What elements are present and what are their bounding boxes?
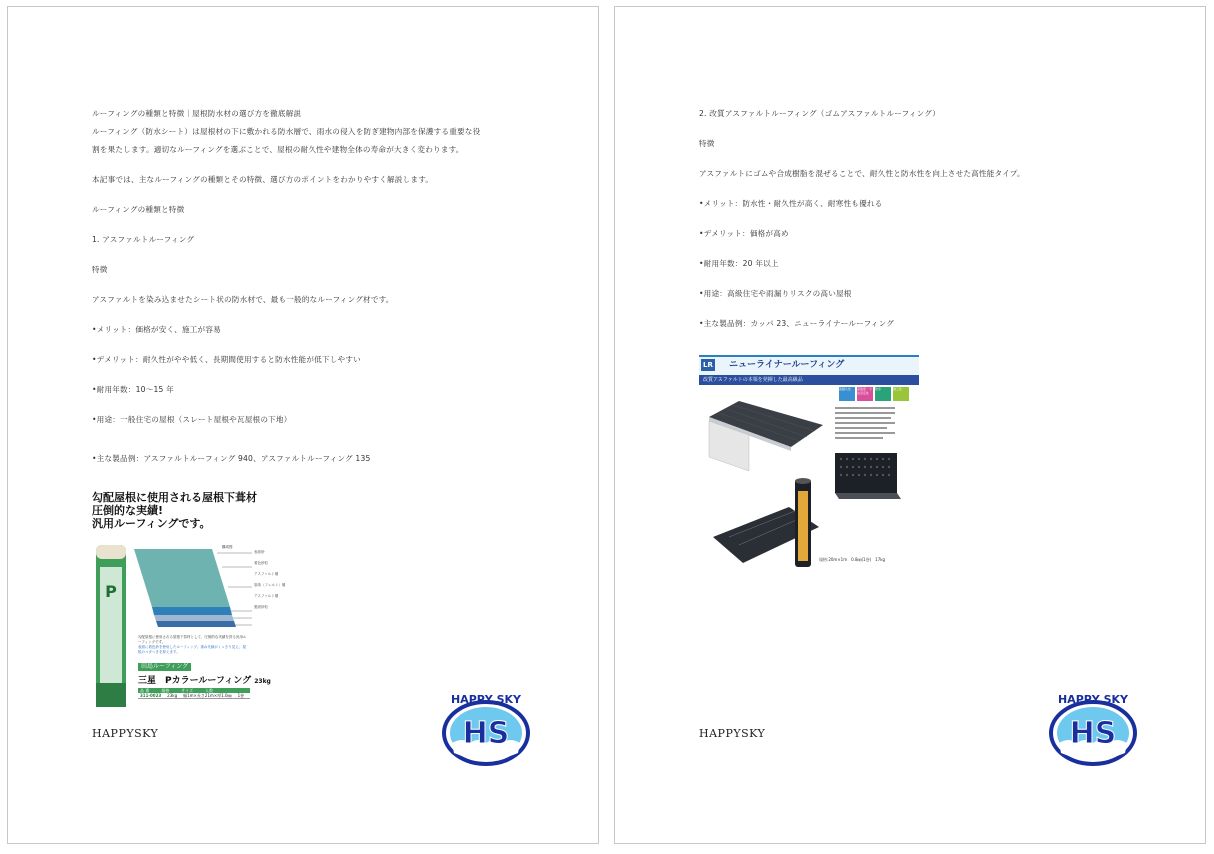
product-banner — [699, 355, 919, 376]
bullet-item: •耐用年数：10〜15 年 — [92, 385, 174, 394]
svg-text:P: P — [105, 582, 117, 601]
label-text: 特徴 — [699, 139, 715, 148]
paragraph-line: アスファルトを染み込ませたシート状の防水材で、最も一般的なルーフィング材です。 — [92, 295, 394, 304]
happy-sky-logo-icon — [1045, 687, 1141, 767]
bullet-item: •耐用年数：20 年以上 — [699, 259, 779, 268]
detail-label: 拡大図 — [839, 495, 849, 499]
svg-text:HAPPY SKY: HAPPY SKY — [450, 693, 522, 706]
svg-text:HAPPY SKY: HAPPY SKY — [1057, 693, 1129, 706]
happy-sky-logo-icon — [438, 687, 534, 767]
product-image-p-color-roofing — [92, 491, 302, 711]
bullet-item: •メリット：防水性・耐久性が高く、耐寒性も優れる — [699, 199, 883, 208]
feature-badges: 高耐久性 高強度・寸法安定性 防水 施工性 — [839, 387, 909, 401]
product-image-newliner-roofing — [699, 351, 921, 569]
label-text: 特徴 — [92, 265, 108, 274]
document-page-1 — [7, 6, 599, 844]
product-spec-table: 品 番 規格 サイズ 入数 311-0023 23kg 幅1m×長さ21m×厚1.0㎜ 1巻 — [138, 688, 250, 699]
article-title: ルーフィングの種類と特徴｜屋根防水材の選び方を徹底解説 — [92, 109, 302, 118]
bullet-item: •デメリット：耐久性がやや低く、長期間使用すると防水性能が低下しやすい — [92, 355, 361, 364]
footer-company-name: HAPPYSKY — [699, 727, 766, 740]
bullet-item: •用途：一般住宅の屋根（スレート屋根や瓦屋根の下地） — [92, 415, 292, 424]
footer-company-name: HAPPYSKY — [92, 727, 159, 740]
bullet-item: •用途：高級住宅や雨漏りリスクの高い屋根 — [699, 289, 852, 298]
bullet-item: •主な製品例：アスファルトルーフィング 940、アスファルトルーフィング 135 — [92, 454, 371, 463]
product-illustration — [699, 387, 921, 567]
paragraph-line: アスファルトにゴムや合成樹脂を混ぜることで、耐久性と防水性を向上させた高性能タイプ。 — [699, 169, 1025, 178]
product-spec: 規格:20m×1m 0.8㎜(1巻) 17kg — [819, 557, 886, 562]
layer-title: 構成図 — [222, 545, 233, 549]
paragraph-line: 本記事では、主なルーフィングの種類とその特徴、選び方のポイントをわかりやすく解説します。 — [92, 175, 434, 184]
bullet-item: •メリット：価格が安く、施工が容易 — [92, 325, 221, 334]
section-heading: ルーフィングの種類と特徴 — [92, 205, 185, 214]
bullet-item: •デメリット：価格が高め — [699, 229, 789, 238]
product-headline: 勾配屋根に使用される屋根下葺材 圧倒的な実績! 汎用ルーフィングです。 — [92, 491, 257, 530]
brand-tag: 田島ルーフィング — [138, 663, 191, 671]
paragraph-line: 割を果たします。適切なルーフィングを選ぶことで、屋根の耐久性や建物全体の寿命が大きく変わります。 — [92, 145, 464, 154]
product-badge: LR — [703, 361, 713, 369]
paragraph-line: ルーフィング（防水シート）は屋根材の下に敷かれる防水層で、雨水の侵入を防ぎ建物内部を保護する重要な役 — [92, 127, 481, 136]
bullet-item: •主な製品例：カッパ 23、ニューライナールーフィング — [699, 319, 895, 328]
svg-text:HS: HS — [1069, 716, 1117, 751]
layer-legend: 表面砂 着色砂粒 アスファルト層 原紙（フェルト）層 アスファルト層 裏面砂粒 — [254, 550, 286, 609]
product-bullets: 勾配屋根に使用される屋根下葺材として、圧倒的な実績を誇る汎用ルーフィングです。 表面に着色砂を使用したルーフィング。重ね代線がくっきり見え、屋根のベタつきを抑えます。 — [138, 635, 247, 654]
subsection-heading: 2. 改質アスファルトルーフィング（ゴムアスファルトルーフィング） — [699, 109, 941, 118]
product-subtitle: 改質アスファルトの本領を発揮した最高級品 — [699, 375, 919, 385]
svg-text:HS: HS — [462, 716, 510, 751]
product-name: 三星 Pカラールーフィング 23kg — [138, 676, 271, 686]
product-title: ニューライナールーフィング — [729, 360, 845, 370]
subsection-heading: 1. アスファルトルーフィング — [92, 235, 195, 244]
document-page-2 — [614, 6, 1206, 844]
